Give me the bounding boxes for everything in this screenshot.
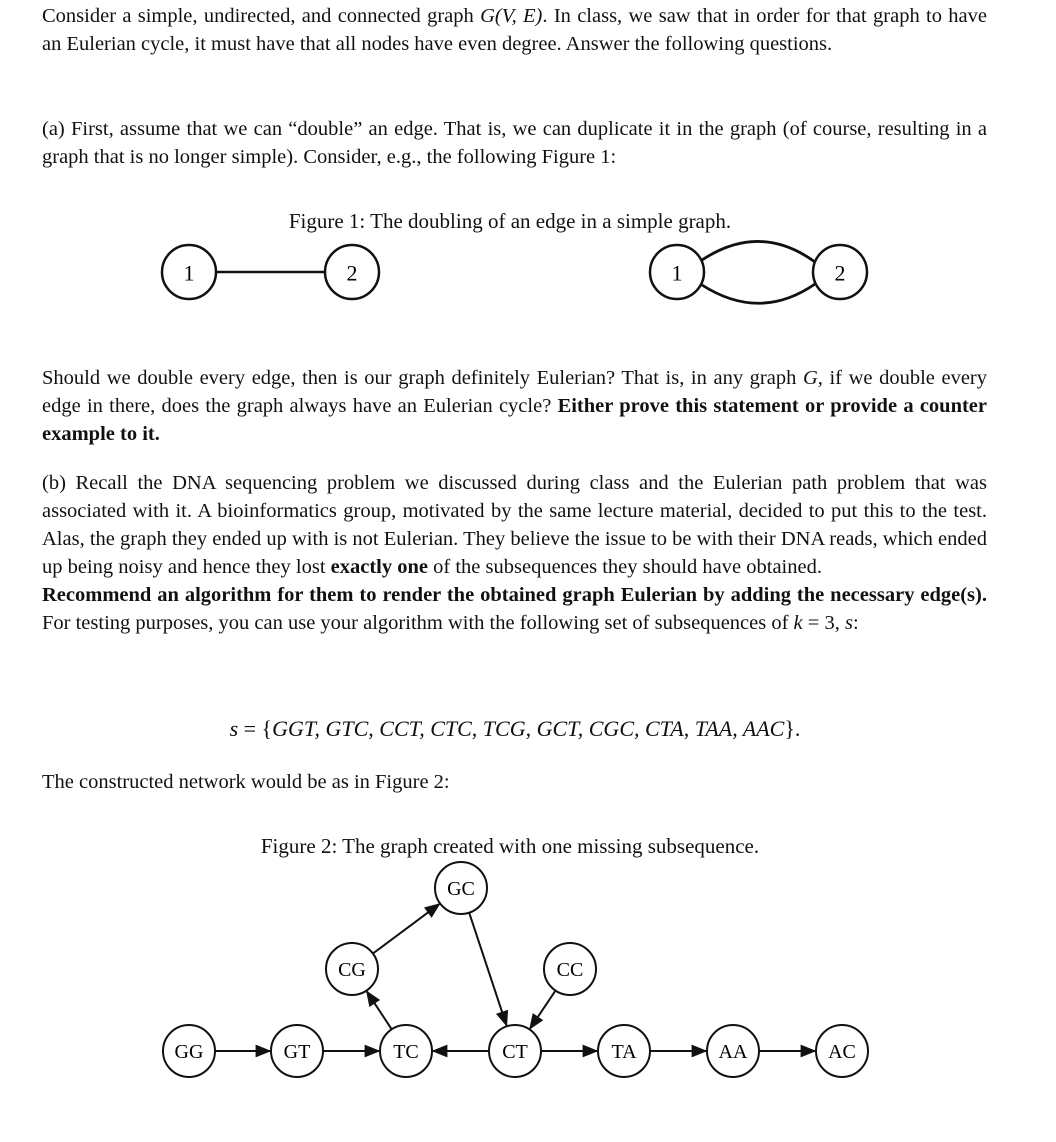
node-label: GC — [447, 878, 475, 900]
node-label: GG — [174, 1041, 204, 1063]
intro-text-1: Consider a simple, undirected, and connected graph — [42, 5, 481, 27]
node-gc — [435, 862, 487, 914]
graph-notation: G(V, E) — [480, 5, 543, 27]
svg-text:1: 1 — [183, 260, 195, 286]
var-s: s — [844, 612, 853, 634]
var-k: k — [793, 612, 803, 634]
network-text: The constructed network would be as in Figure 2: — [42, 771, 450, 793]
question-a-text-1: Should we double every edge, then is our graph definitely Eulerian? That is, in any graph — [42, 367, 803, 389]
edge-cc-ct — [530, 991, 555, 1029]
node-aa — [707, 1025, 759, 1077]
node-cg — [326, 943, 378, 995]
edge-tc-cg — [367, 992, 392, 1030]
node-label: TC — [393, 1041, 419, 1063]
node-gg — [163, 1025, 215, 1077]
svg-text:2: 2 — [346, 260, 358, 286]
node-label: AC — [828, 1041, 856, 1063]
figure1-caption: Figure 1: The doubling of an edge in a simple graph. — [288, 209, 732, 233]
part-b-text-1: (b) Recall the DNA sequencing problem we discussed during class and the Eulerian path problem that was associated with it. A bioinformatics group, motivated by the same lecture material, decided to put this to the test. Alas, the graph they ended up with is not Eulerian. They believe the issue to be with their DNA reads, which ended up being noisy and hence they lost — [42, 472, 987, 578]
node-label: AA — [718, 1041, 748, 1063]
edge-gc-ct — [469, 913, 506, 1026]
node-label: CG — [338, 959, 366, 981]
node-label: CC — [556, 959, 584, 981]
part-b-text-3: For testing purposes, you can use your algorithm with the following set of subsequences of — [42, 612, 794, 634]
node-label: CT — [502, 1041, 528, 1063]
svg-text:1: 1 — [671, 260, 683, 286]
graph-g: G — [802, 367, 818, 389]
part-b-text-5: : — [852, 612, 859, 634]
edge-cg-gc — [373, 904, 439, 953]
node-cc — [544, 943, 596, 995]
node-ta — [598, 1025, 650, 1077]
figure2-caption: Figure 2: The graph created with one missing subsequence. — [260, 834, 760, 858]
node-ct — [489, 1025, 541, 1077]
formula-set: GGT, GTC, CCT, CTC, TCG, GCT, CGC, CTA, TAA, AAC — [272, 716, 785, 741]
part-b-emphasis: exactly one — [330, 556, 429, 578]
node-ac — [816, 1025, 868, 1077]
part-b-text-4: = 3, — [802, 612, 845, 634]
formula-lhs: s — [229, 716, 239, 741]
formula-close: }. — [784, 716, 801, 741]
formula-eq: = { — [238, 716, 273, 741]
node-gt — [271, 1025, 323, 1077]
part-a-paragraph: (a) First, assume that we can “double” an edge. That is, we can duplicate it in the graph (of course, resulting in a graph that is no longer simple). Consider, e.g., the following Figure 1: — [42, 118, 987, 168]
node-label: GT — [283, 1041, 311, 1063]
node-label: TA — [611, 1041, 637, 1063]
part-b-instruction: Recommend an algorithm for them to render the obtained graph Eulerian by adding the necessary edge(s). — [42, 584, 987, 606]
question-a-text-2: , if we double every edge in there, does the graph always have an Eulerian cycle? — [42, 367, 987, 417]
part-b-text-2: of the subsequences they should have obtained. — [428, 556, 822, 578]
node-tc — [380, 1025, 432, 1077]
question-a-instruction: Either prove this statement or provide a counter example to it. — [42, 395, 987, 445]
svg-text:2: 2 — [834, 260, 846, 286]
intro-text-2: . In class, we saw that in order for that graph to have an Eulerian cycle, it must have that all nodes have even degree. Answer the following questions. — [42, 5, 987, 55]
